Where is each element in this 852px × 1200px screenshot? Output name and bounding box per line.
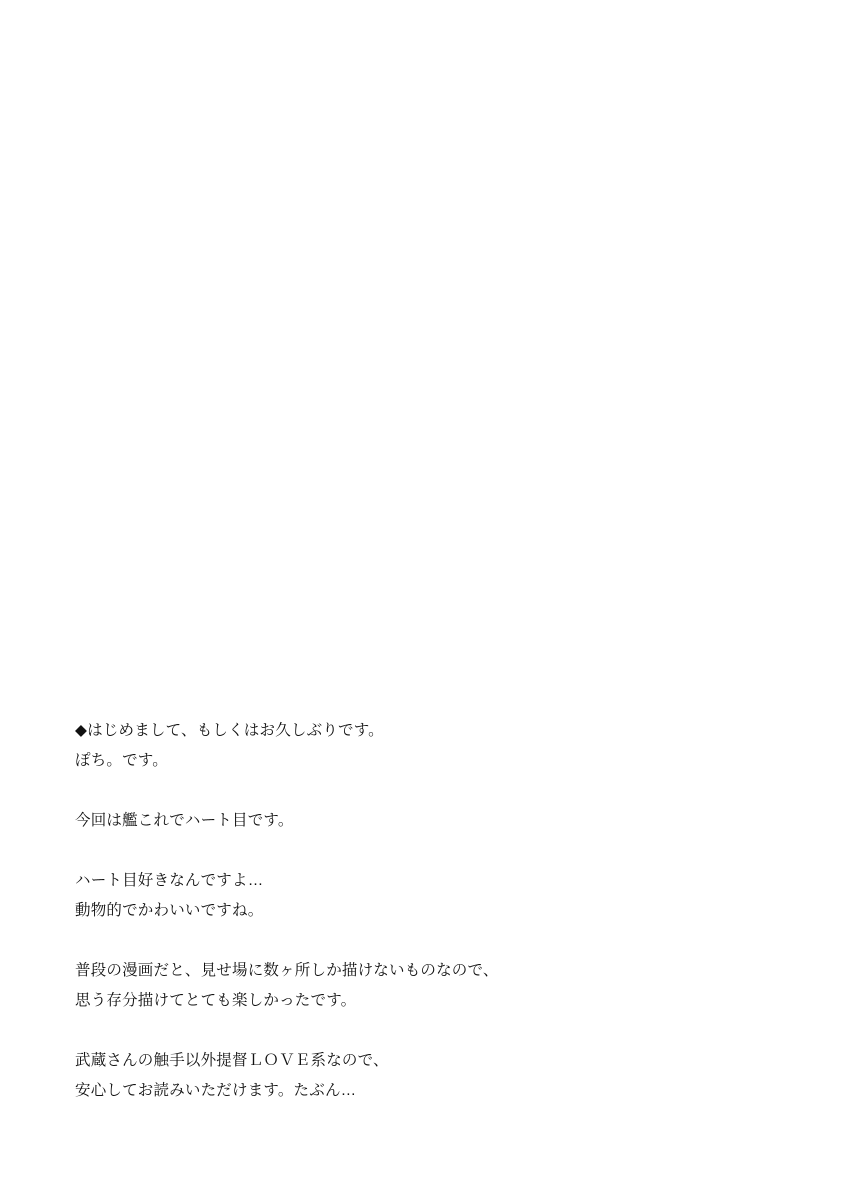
afterword-text-block bbox=[75, 716, 775, 1106]
afterword-paragraph bbox=[75, 716, 775, 776]
afterword-line: 動物的でかわいいですね。 bbox=[75, 902, 264, 919]
afterword-line: 思う存分描けてとても楽しかったです。 bbox=[75, 992, 357, 1009]
afterword-line: ◆はじめまして、もしくはお久しぶりです。 bbox=[75, 722, 384, 739]
afterword-line: 安心してお読みいただけます。たぶん… bbox=[75, 1082, 357, 1099]
afterword-paragraph bbox=[75, 956, 775, 1016]
afterword-line: 武蔵さんの触手以外提督ＬＯＶＥ系なので、 bbox=[75, 1052, 389, 1069]
afterword-line: 普段の漫画だと、見せ場に数ヶ所しか描けないものなので、 bbox=[75, 962, 499, 979]
afterword-line: ハート目好きなんですよ… bbox=[75, 872, 264, 889]
afterword-paragraph bbox=[75, 806, 775, 836]
afterword-paragraph bbox=[75, 1046, 775, 1106]
afterword-line: 今回は艦これでハート目です。 bbox=[75, 812, 294, 829]
afterword-line: ぽち。です。 bbox=[75, 752, 168, 769]
afterword-paragraph bbox=[75, 866, 775, 926]
